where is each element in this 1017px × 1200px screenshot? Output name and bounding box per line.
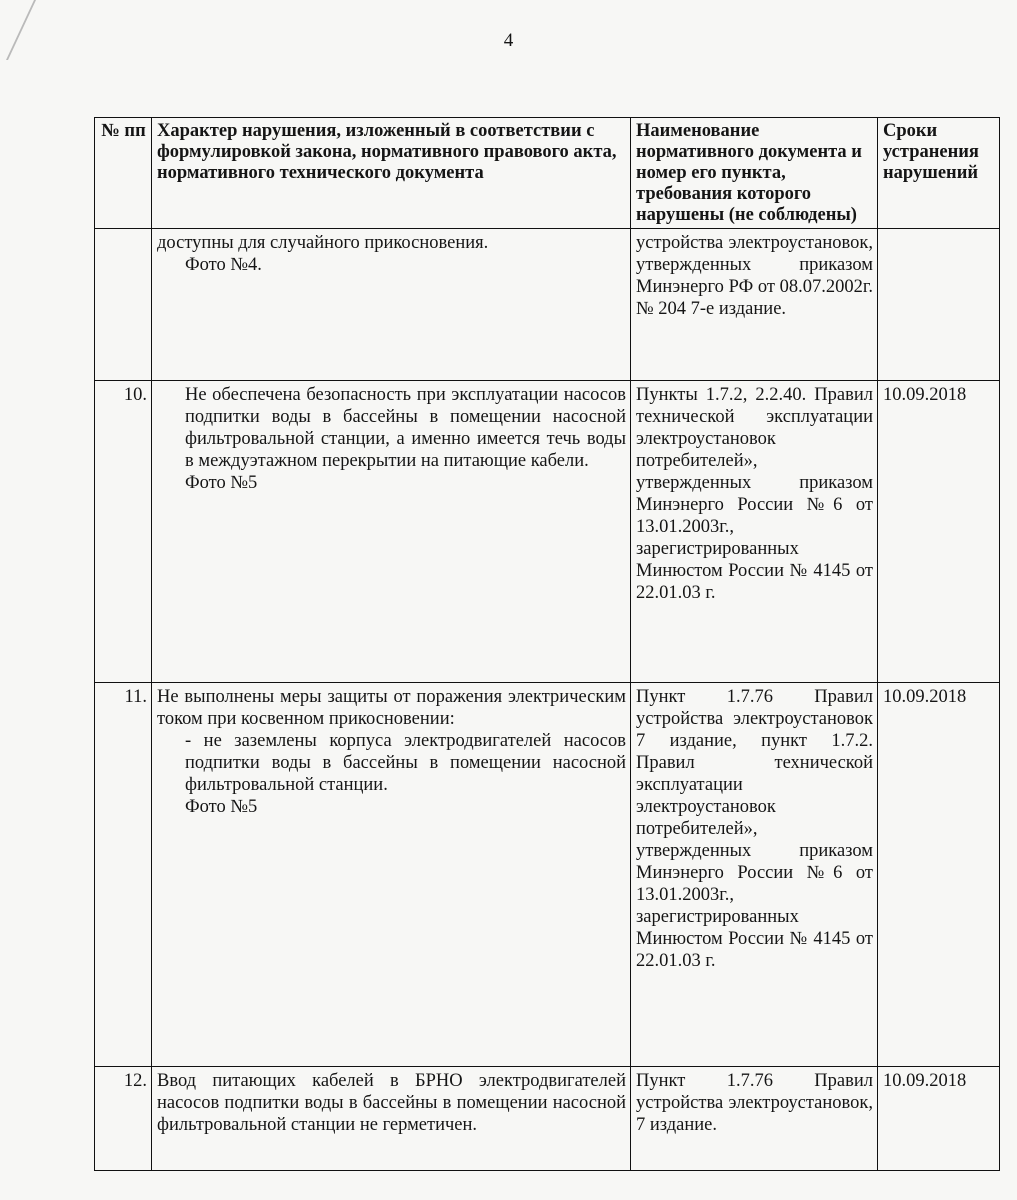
table-row (95, 1067, 1000, 1171)
violations-table (94, 117, 1000, 1171)
row-num: 12. (95, 1067, 152, 1171)
row-description (152, 229, 631, 381)
row-description (152, 683, 631, 1067)
header-num: № пп (95, 118, 152, 229)
description-text: Не обеспечена безопасность при эксплуатации насосов подпитки воды в бассейны в помещении насосной фильтровальной станции, а именно имеется течь воды в междуэтажном перекрытии на питающие кабели. (185, 385, 626, 471)
row-num (95, 229, 152, 381)
description-sub-item: - не заземлены корпуса электродвигателей насосов подпитки воды в бассейны в помещении насосной фильтровальной станции. (185, 731, 626, 795)
photo-reference: Фото №4. (185, 255, 262, 275)
row-deadline: 10.09.2018 (878, 1067, 1000, 1171)
row-description (152, 381, 631, 683)
photo-reference: Фото №5 (185, 797, 258, 817)
row-normative: Пункт 1.7.76 Правил устройства электроустановок 7 издание, пункт 1.7.2. Правил технической эксплуатации электроустановок потребителей», утвержденных приказом Минэнерго России №6 от 13.01.2003г., зарегистрированных Минюстом России № 4145 от 22.01.03 г. (631, 683, 878, 1067)
row-description: Ввод питающих кабелей в БРНО электродвигателей насосов подпитки воды в бассейны в помещении насосной фильтровальной станции не герметичен. (152, 1067, 631, 1171)
table-row (95, 229, 1000, 381)
row-normative: Пункт 1.7.76 Правил устройства электроустановок, 7 издание. (631, 1067, 878, 1171)
description-text: Не выполнены меры защиты от поражения электрическим током при косвенном прикосновении: (157, 687, 626, 729)
row-deadline (878, 229, 1000, 381)
row-deadline: 10.09.2018 (878, 381, 1000, 683)
table-row (95, 683, 1000, 1067)
row-num: 10. (95, 381, 152, 683)
header-normative: Наименование нормативного документа и номер его пункта, требования которого нарушены (не соблюдены) (631, 118, 878, 229)
table-row (95, 381, 1000, 683)
header-description: Характер нарушения, изложенный в соответствии с формулировкой закона, нормативного правового акта, нормативного технического документа (152, 118, 631, 229)
header-deadline: Сроки устранения нарушений (878, 118, 1000, 229)
row-deadline: 10.09.2018 (878, 683, 1000, 1067)
description-text: доступны для случайного прикосновения. (157, 233, 489, 253)
table-header-row (95, 118, 1000, 229)
row-normative: устройства электроустановок, утвержденных приказом Минэнерго РФ от 08.07.2002г. № 204 7-е издание. (631, 229, 878, 381)
page-number: 4 (503, 30, 514, 51)
photo-reference: Фото №5 (185, 473, 258, 493)
row-normative: Пункты 1.7.2, 2.2.40. Правил технической эксплуатации электроустановок потребителей», утвержденных приказом Минэнерго России №6 от 13.01.2003г., зарегистрированных Минюстом России № 4145 от 22.01.03 г. (631, 381, 878, 683)
row-num: 11. (95, 683, 152, 1067)
